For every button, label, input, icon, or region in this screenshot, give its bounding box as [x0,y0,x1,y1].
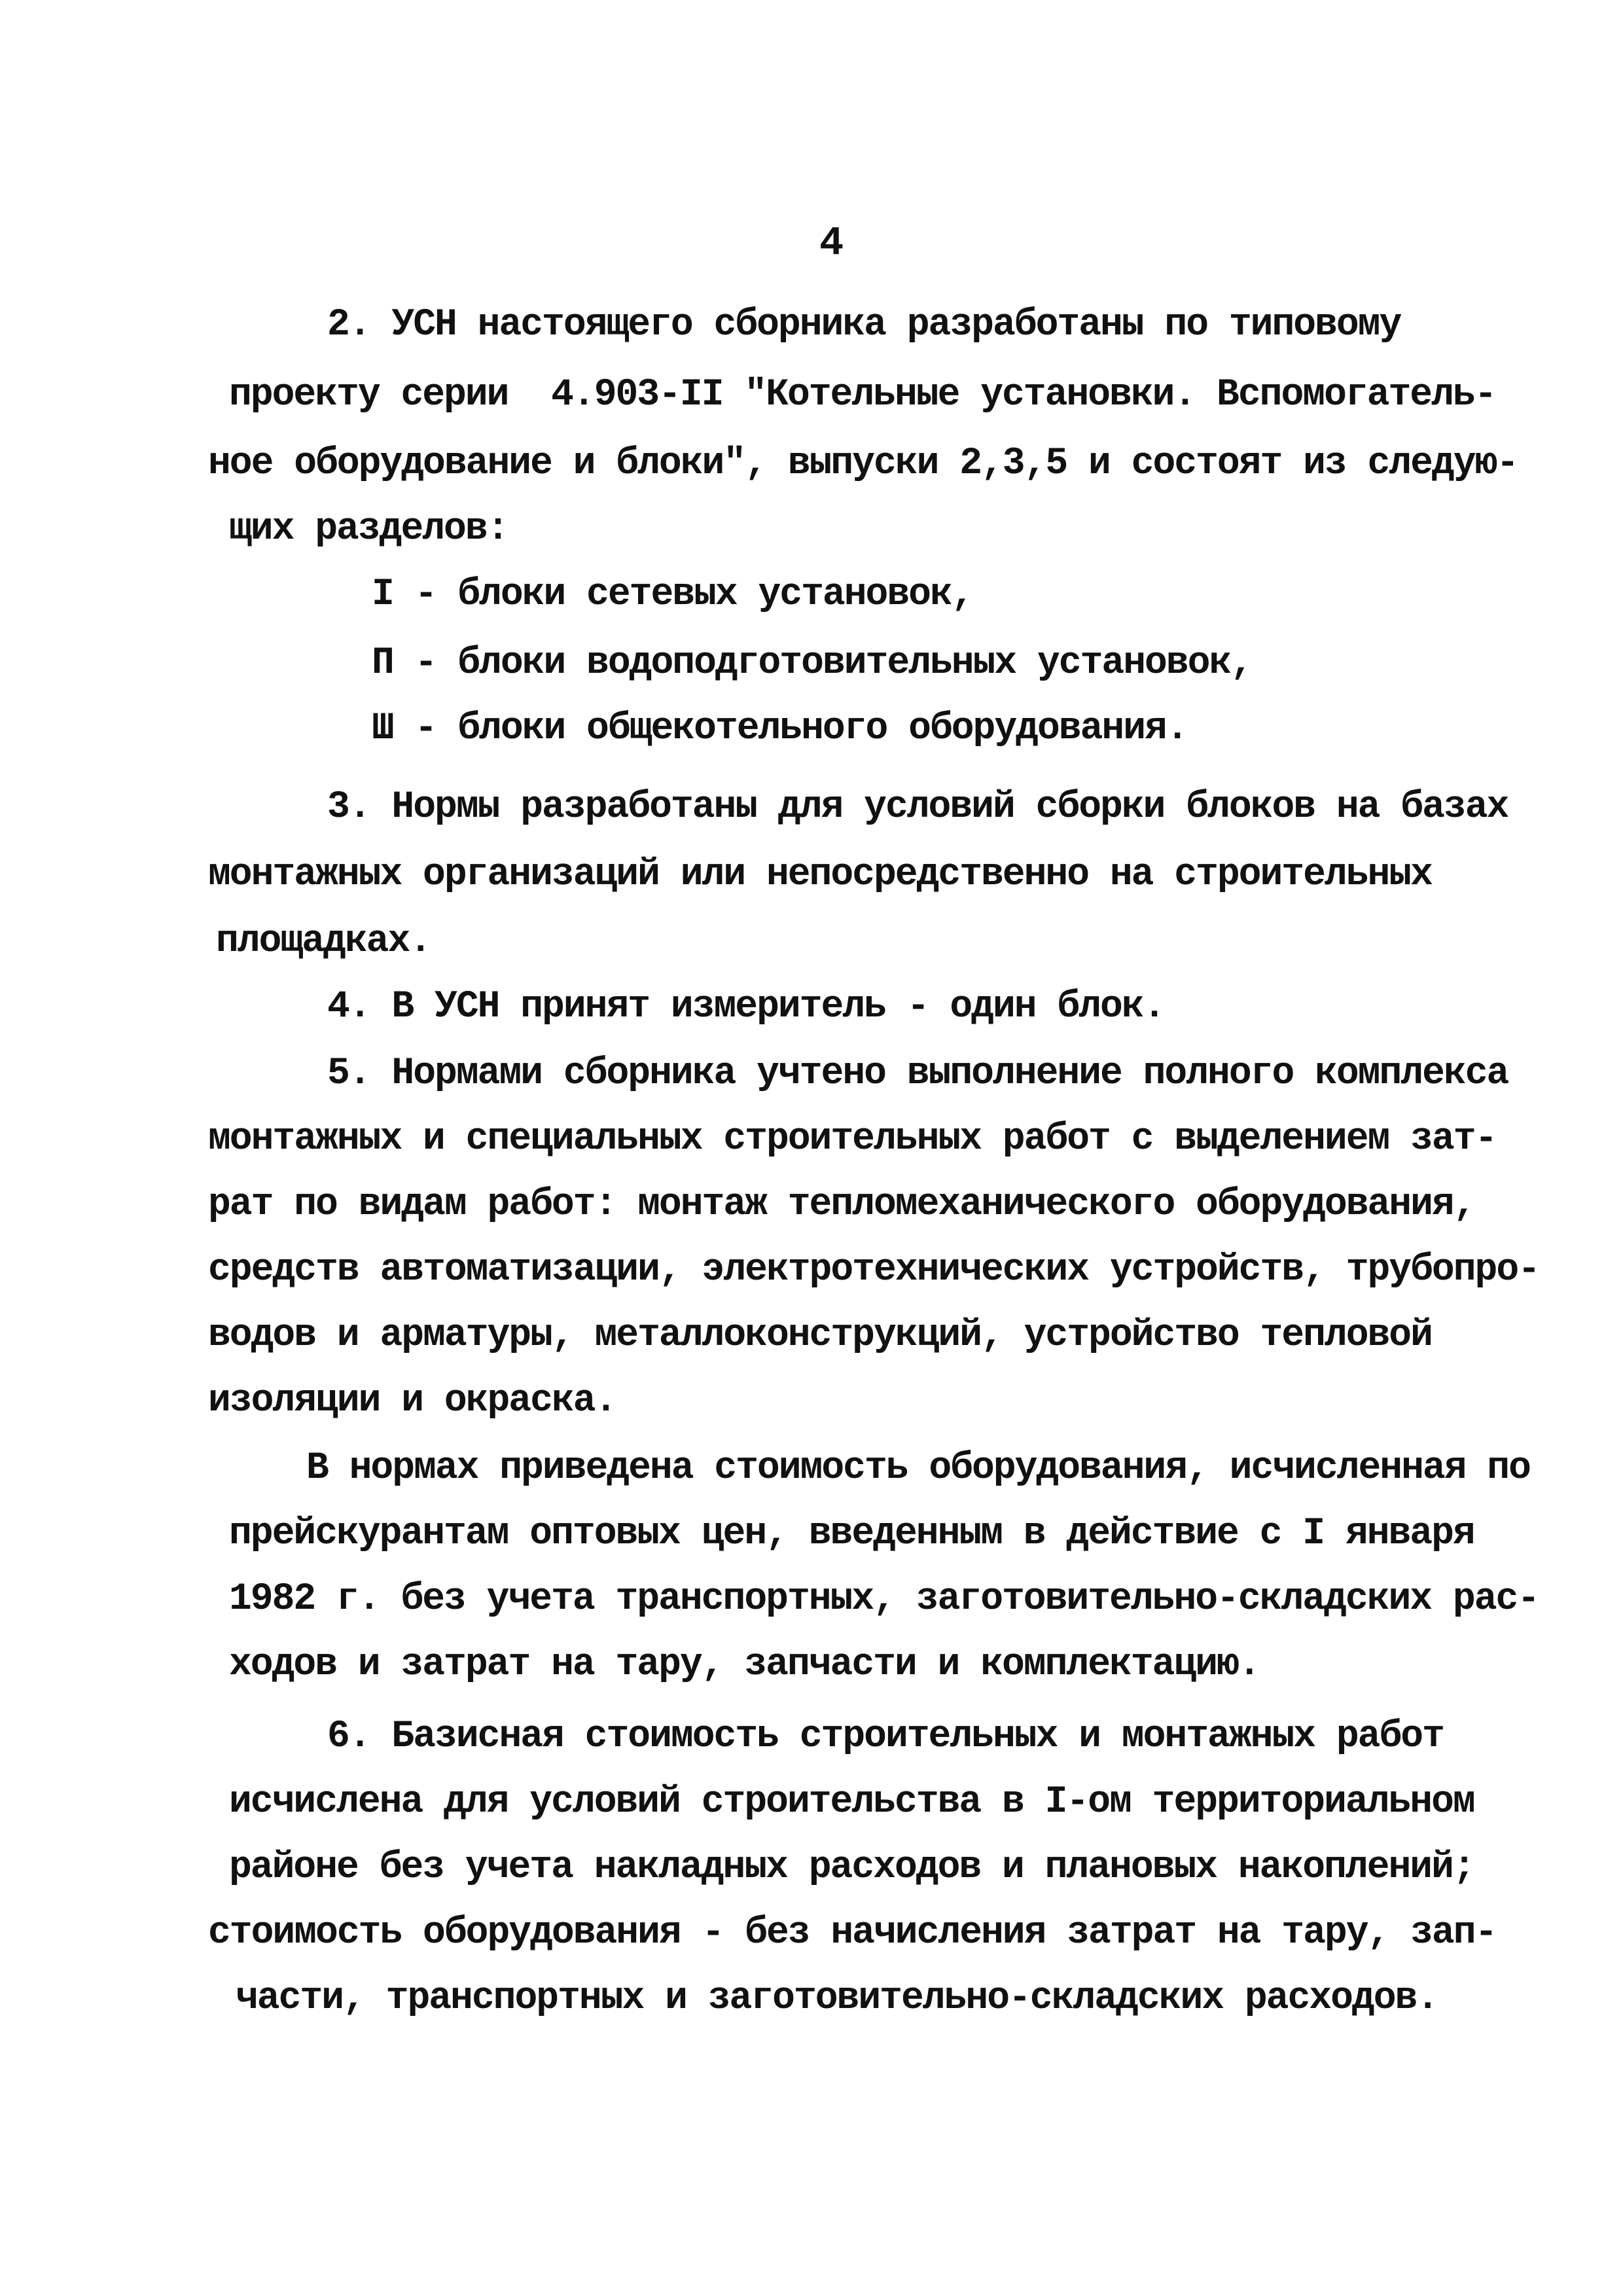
text-line: 4. В УСН принят измеритель - один блок. [327,986,1165,1028]
text-line: средств автоматизации, электротехнических устройств, трубопро- [208,1249,1539,1291]
text-line: водов и арматуры, металлоконструкций, устройство тепловой [208,1314,1432,1357]
text-line: ное оборудование и блоки", выпуски 2,3,5 и состоят из следую- [208,442,1518,485]
text-line: 2. УСН настоящего сборника разработаны по типовому [327,304,1401,346]
text-line: Ш - блоки общекотельного оборудования. [372,708,1188,750]
text-line: проекту серии 4.903-II "Котельные установки. Вспомогатель- [229,374,1496,416]
text-line: монтажных организаций или непосредственно на строительных [208,853,1432,896]
text-line: монтажных и специальных строительных работ с выделением зат- [208,1118,1497,1160]
text-line: П - блоки водоподготовительных установок, [372,642,1253,685]
text-line: исчислена для условий строительства в I-ом территориальном [229,1781,1474,1823]
text-line: прейскурантам оптовых цен, введенным в действие с I января [229,1513,1474,1555]
text-line: I - блоки сетевых установок, [372,573,973,616]
text-line: 6. Базисная стоимость строительных и монтажных работ [327,1715,1444,1758]
text-line: 3. Нормы разработаны для условий сборки блоков на базах [327,786,1508,829]
text-line: В нормах приведена стоимость оборудования, исчисленная по [306,1447,1530,1490]
text-line: рат по видам работ: монтаж тепломеханического оборудования, [208,1183,1475,1226]
text-line: части, транспортных и заготовительно-складских расходов. [236,1977,1438,2020]
text-line: площадках. [216,920,431,963]
page-number: 4 [819,220,843,266]
text-line: районе без учета накладных расходов и плановых накоплений; [229,1846,1474,1889]
text-line: 1982 г. без учета транспортных, заготовительно-складских рас- [229,1578,1539,1621]
text-line: 5. Нормами сборника учтено выполнение полного комплекса [327,1052,1508,1095]
text-line: стоимость оборудования - без начисления затрат на тару, зап- [208,1912,1497,1954]
text-line: щих разделов: [229,508,508,550]
text-line: изоляции и окраска. [208,1380,616,1422]
text-line: ходов и затрат на тару, запчасти и комплектацию. [229,1643,1260,1686]
